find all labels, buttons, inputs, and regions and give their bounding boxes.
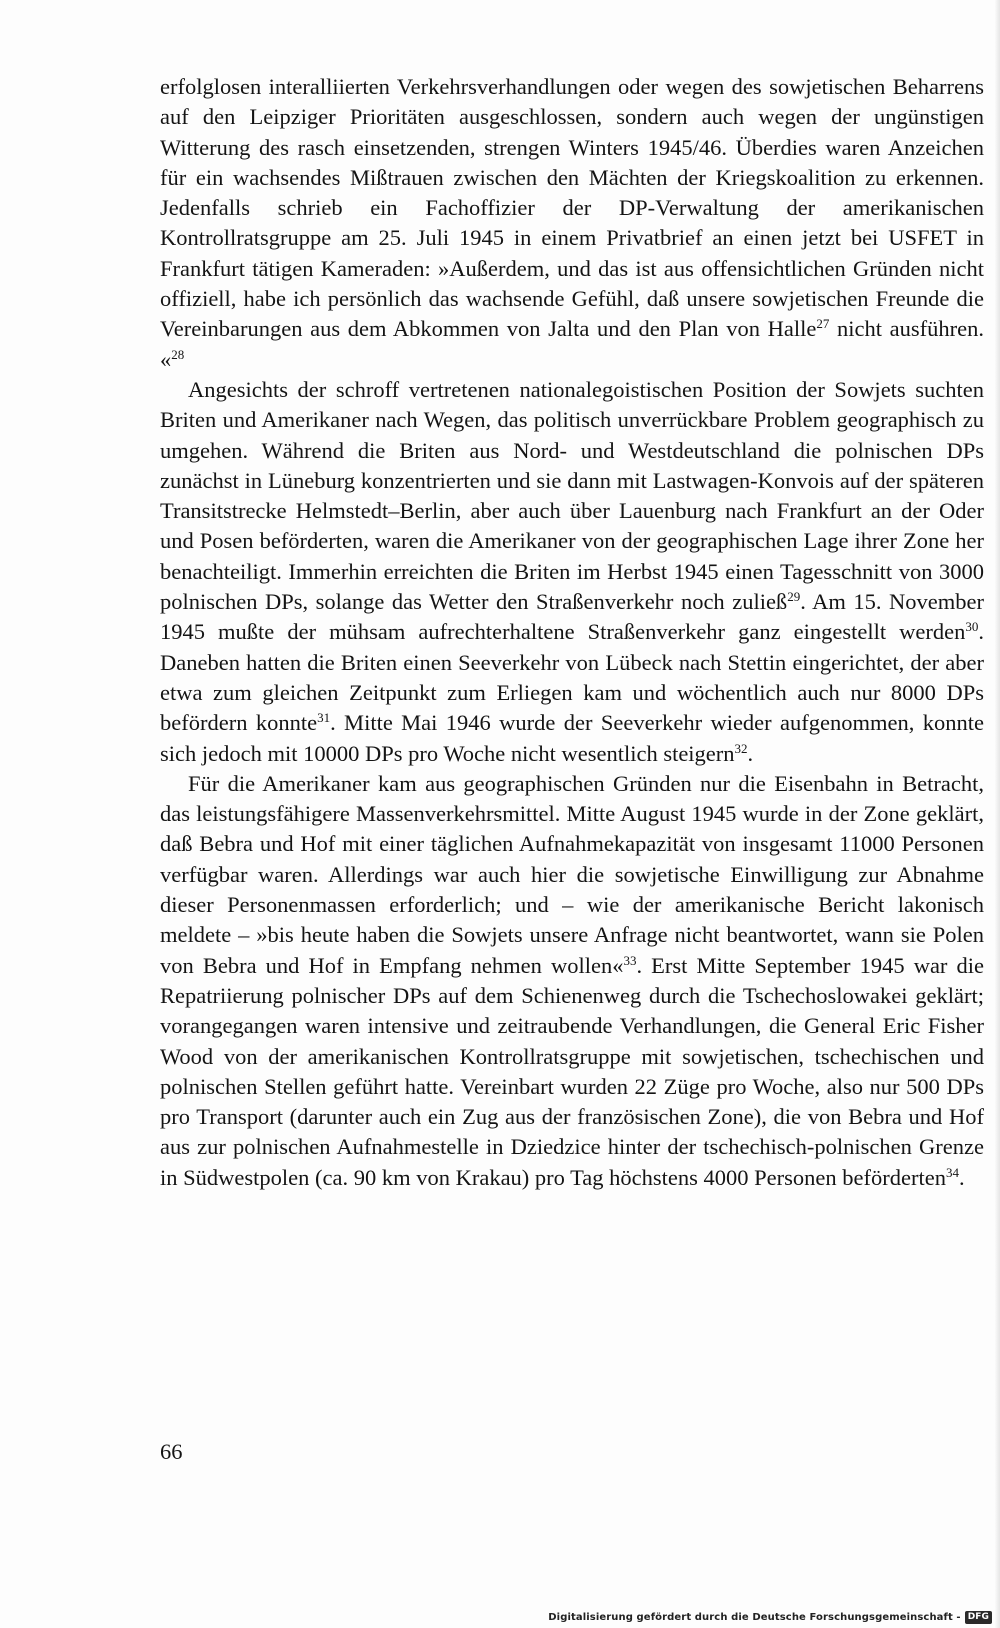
digitization-credit-text: Digitalisierung gefördert durch die Deutsche Forschungsgemeinschaft - [548, 1612, 961, 1623]
digitization-credit [548, 1611, 992, 1624]
paragraph-text: nicht ausführen. « [160, 316, 984, 372]
footnote-reference: 33 [623, 952, 637, 968]
footnote-reference: 32 [734, 740, 748, 756]
footnote-reference: 34 [945, 1164, 959, 1180]
paragraph-text: . Mitte Mai 1946 wurde der Seeverkehr wieder aufgenommen, konnte sich jedoch mit 10000 DPs pro Woche nicht wesentlich steigern [160, 710, 984, 766]
footnote-reference: 29 [787, 589, 801, 605]
paragraph-text: . Am 15. November 1945 mußte der mühsam aufrechterhaltene Straßenverkehr ganz eingestellt werden [160, 589, 984, 645]
scan-edge-shadow [994, 0, 1000, 1628]
paragraph [160, 769, 984, 1193]
footnote-reference: 28 [171, 346, 185, 362]
footnote-reference: 27 [816, 316, 830, 332]
page-number: 66 [160, 1439, 183, 1464]
dfg-logo-icon: DFG [965, 1611, 992, 1624]
paragraph-text: erfolglosen interalliierten Verkehrsverhandlungen oder wegen des sowjetischen Beharrens auf den Leipziger Prioritäten ausgeschlossen, sondern auch wegen der ungünstigen Witterung des rasch einsetzenden, strengen Winters 1945/46. Überdies waren Anzeichen für ein wachsendes Mißtrauen zwischen den Mächten der Kriegskoalition zu erkennen. Jedenfalls schrieb ein Fachoffizier der DP-Verwaltung der amerikanischen Kontrollratsgruppe am 25. Juli 1945 in einem Privatbrief an einen jetzt bei USFET in Frankfurt tätigen Kameraden: »Außerdem, und das ist aus offensichtlichen Gründen nicht offiziell, habe ich persönlich das wachsende Gefühl, daß unsere sowjetischen Freunde die Vereinbarungen aus dem Abkommen von Jalta und den Plan von Halle [160, 74, 984, 342]
paragraph-text: Angesichts der schroff vertretenen nationalegoistischen Position der Sowjets suchten Briten und Amerikaner nach Wegen, das politisch unverrückbare Problem geographisch zu umgehen. Während die Briten aus Nord- und Westdeutschland die polnischen DPs zunächst in Lüneburg konzentrierten und sie dann mit Lastwagen-Konvois auf der späteren Transitstrecke Helmstedt–Berlin, aber auch über Lauenburg nach Frankfurt an der Oder und Posen beförderten, waren die Amerikaner von der geographischen Lage ihrer Zone her benachteiligt. Immerhin erreichten die Briten im Herbst 1945 einen Tagesschnitt von 3000 polnischen DPs, solange das Wetter den Straßenverkehr noch zuließ [160, 376, 984, 615]
paragraph-text: . [958, 1164, 965, 1190]
body-text [160, 72, 984, 1193]
paragraph [160, 72, 984, 375]
footnote-reference: 30 [965, 619, 979, 635]
paragraph-text: . [747, 740, 754, 766]
paragraph-text: . Erst Mitte September 1945 war die Repatriierung polnischer DPs auf dem Schienenweg durch die Tschechoslowakei geklärt; vorangegangen waren intensive und zeitraubende Verhandlungen, die General Eric Fisher Wood von der amerikanischen Kontrollratsgruppe mit sowjetischen, tschechischen und polnischen Stellen geführt hatte. Vereinbart wurden 22 Züge pro Woche, also nur 500 DPs pro Transport (darunter auch ein Zug aus der französischen Zone), die von Bebra und Hof aus zur polnischen Aufnahmestelle in Dziedzice hinter der tschechisch-polnischen Grenze in Südwestpolen (ca. 90 km von Krakau) pro Tag höchstens 4000 Personen beförderten [160, 952, 984, 1190]
paragraph-text: Für die Amerikaner kam aus geographischen Gründen nur die Eisenbahn in Betracht, das leistungsfähigere Massenverkehrsmittel. Mitte August 1945 wurde in der Zone geklärt, daß Bebra und Hof mit einer täglichen Aufnahmekapazität von insgesamt 11000 Personen verfügbar waren. Allerdings war auch hier die sowjetische Einwilligung zur Abnahme dieser Personenmassen erforderlich; und – wie der amerikanische Bericht lakonisch meldete – »bis heute haben die Sowjets unsere Anfrage nicht beantwortet, wann sie Polen von Bebra und Hof in Empfang nehmen wollen« [160, 770, 984, 978]
footnote-reference: 31 [317, 710, 331, 726]
paragraph-text: . Daneben hatten die Briten einen Seeverkehr von Lübeck nach Stettin eingerichtet, der aber etwa zum gleichen Zeitpunkt zum Erliegen kam und wöchentlich auch nur 8000 DPs befördern konnte [160, 619, 984, 736]
paragraph [160, 375, 984, 769]
